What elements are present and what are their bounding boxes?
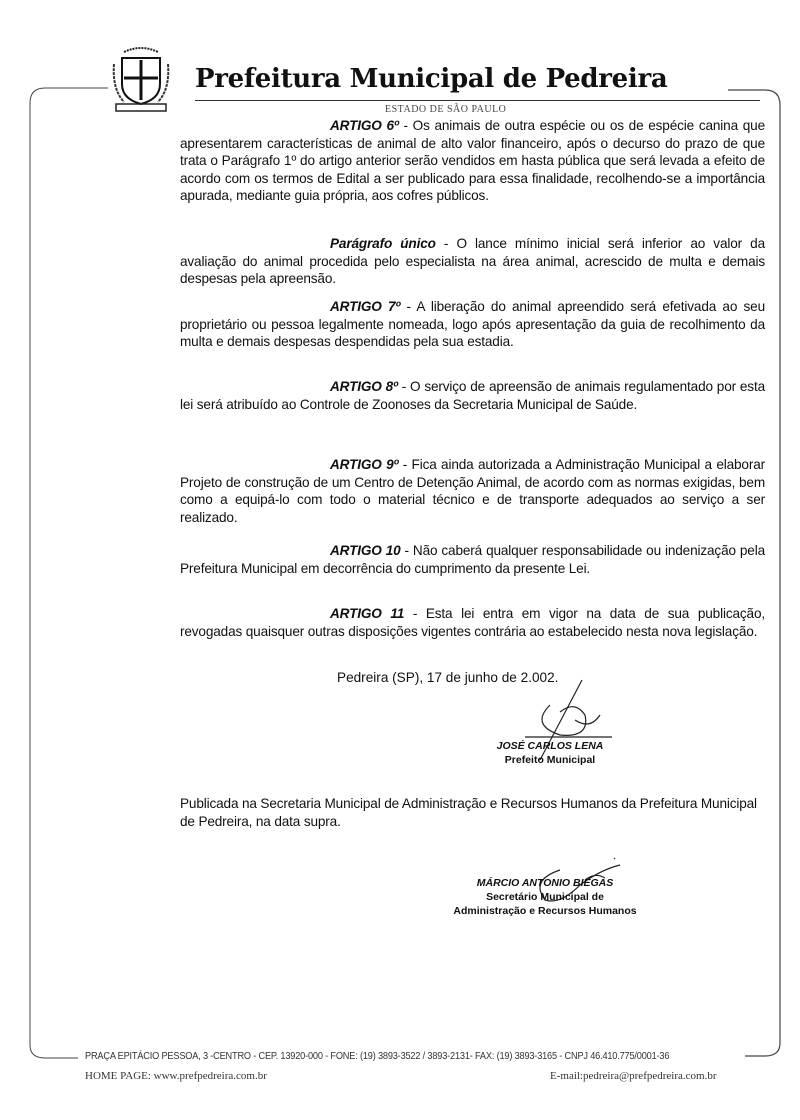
article-10 — [180, 542, 765, 577]
article-text: - Não caberá qualquer responsabilidade ou indenização pela Prefeitura Municipal em decorrência do cumprimento da presente Lei. — [180, 543, 765, 576]
footer-homepage: HOME PAGE: www.prefpedreira.com.br — [85, 1070, 267, 1082]
article-6 — [180, 117, 765, 205]
signatory-2-role: Secretário Municipal de — [486, 891, 604, 903]
article-text: - O serviço de apreensão de animais regulamentado por esta lei será atribuído ao Controle de Zoonoses da Secretaria Municipal de Saúde. — [180, 379, 765, 412]
article-text: - Fica ainda autorizada a Administração Municipal a elaborar Projeto de construção de um Centro de Detenção Animal, de acordo com as normas exigidas, bem como a equipá-lo com todo o material técnico e de transporte adequados ao serviço a ser realizado. — [180, 457, 765, 525]
header-state: ESTADO DE SÃO PAULO — [385, 104, 507, 115]
signatory-1-name: JOSÉ CARLOS LENA — [496, 740, 604, 752]
footer-address: PRAÇA EPITÁCIO PESSOA, 3 -CENTRO - CEP. 13920-000 - FONE: (19) 3893-3522 / 3893-2131- FAX: (19) 3893-3165 - CNPJ 46.410.775/0001-36 — [85, 1051, 670, 1062]
signatory-2-role-dept: Administração e Recursos Humanos — [453, 905, 637, 917]
article-label: ARTIGO 10 — [330, 543, 401, 558]
article-label: ARTIGO 7º — [330, 299, 401, 314]
signatory-1 — [460, 739, 640, 767]
footer-email: E-mail:pedreira@prefpedreira.com.br — [550, 1070, 717, 1082]
article-text: - Esta lei entra em vigor na data de sua publicação, revogadas quaisquer outras disposições vigentes contrária ao estabelecido nesta nova legislação. — [180, 606, 765, 639]
date-line: Pedreira (SP), 17 de junho de 2.002. — [337, 670, 559, 685]
city-seal-logo — [110, 44, 172, 116]
article-label: ARTIGO 8º — [330, 379, 398, 394]
article-text: - O lance mínimo inicial será inferior ao valor da avaliação do animal procedida pelo especialista na área animal, acrescido de multa e demais despesas pela apreensão. — [180, 236, 765, 286]
article-7 — [180, 298, 765, 351]
article-text: - Os animais de outra espécie ou os de espécie canina que apresentarem características de animal de alto valor financeiro, após o decurso do prazo de que trata o Parágrafo 1º do artigo anterior serão vendidos em hasta pública que será levada a efeito de acordo com os termos de Edital a ser publicado para essa finalidade, recolhendo-se a importância apurada, mediante guia própria, aos cofres públicos. — [180, 118, 765, 203]
publication-note: Publicada na Secretaria Municipal de Administração e Recursos Humanos da Prefeitura Municipal de Pedreira, na data supra. — [180, 796, 757, 829]
signatory-2 — [430, 876, 660, 918]
header-divider — [195, 100, 760, 101]
article-text: - A liberação do animal apreendido será efetivada ao seu proprietário ou pessoa legalmente nomeada, logo após apresentação da guia de recolhimento da multa e demais despesas despendidas pela sua estadia. — [180, 299, 765, 349]
article-8 — [180, 378, 765, 413]
paragrafo-unico — [180, 235, 765, 288]
article-label: ARTIGO 6º — [330, 118, 399, 133]
article-label: Parágrafo único — [330, 236, 436, 251]
article-label: ARTIGO 11 — [330, 606, 405, 621]
article-label: ARTIGO 9º — [330, 457, 399, 472]
signatory-1-role: Prefeito Municipal — [504, 754, 596, 766]
signatory-2-name: MÁRCIO ANTONIO BIEGAS — [476, 877, 614, 889]
article-9 — [180, 456, 765, 526]
header-title: Prefeitura Municipal de Pedreira — [195, 64, 668, 94]
article-11 — [180, 605, 765, 640]
